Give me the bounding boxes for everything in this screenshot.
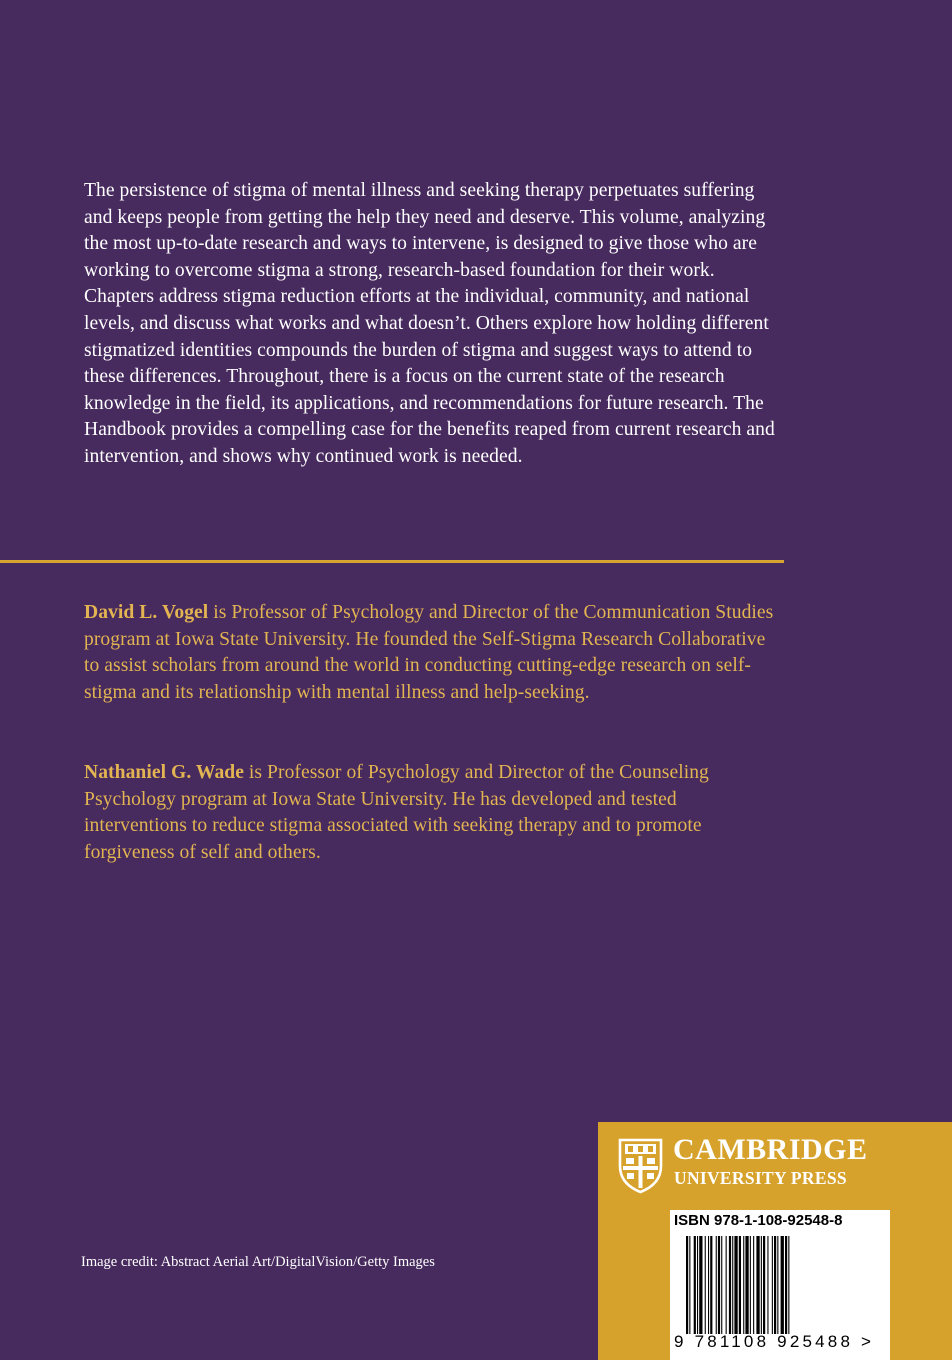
barcode-bar	[772, 1236, 773, 1334]
author-bio-wade	[84, 760, 784, 866]
barcode-bar	[774, 1236, 776, 1334]
barcode-bar	[781, 1236, 784, 1334]
barcode-bar	[743, 1236, 744, 1334]
barcode-bar	[753, 1236, 754, 1334]
barcode-bar	[732, 1236, 733, 1334]
isbn-barcode	[670, 1210, 890, 1360]
barcode-bar	[756, 1236, 759, 1334]
image-credit: Image credit: Abstract Aerial Art/DigitalVision/Getty Images	[81, 1254, 435, 1270]
barcode-bar	[788, 1236, 789, 1334]
barcode-bar	[705, 1236, 706, 1334]
isbn-label: ISBN 978-1-108-92548-8	[674, 1212, 843, 1229]
cambridge-crest-icon	[617, 1136, 664, 1194]
author-name: David L. Vogel	[84, 602, 209, 623]
book-description: The persistence of stigma of mental illness and seeking therapy perpetuates suffering and keeps people from getting the help they need and deserve. This volume, analyzing the most up-to-date research and ways to intervene, is designed to give those who are working to overcome stigma a strong, research-based foundation for their work. Chapters address stigma reduction efforts at the individual, community, and national levels, and discuss what works and what doesn’t. Others explore how holding different stigmatized identities compounds the burden of stigma and suggest ways to attend to these differences. Throughout, there is a focus on the current state of the research knowledge in the field, its applications, and recommendations for future research. The Handbook provides a compelling case for the benefits reaped from current research and intervention, and shows why continued work is needed.	[84, 180, 775, 467]
barcode-bar	[697, 1236, 698, 1334]
barcode-bar	[729, 1236, 731, 1334]
barcode-bar	[708, 1236, 709, 1334]
ean-digits: 9 781108 925488 >	[674, 1332, 875, 1351]
barcode-bar	[718, 1236, 720, 1334]
barcode-bars	[686, 1236, 882, 1334]
barcode-bar	[689, 1236, 690, 1334]
barcode-bar	[761, 1236, 762, 1334]
barcode-bar	[739, 1236, 741, 1334]
barcode-bar	[734, 1236, 737, 1334]
author-bio-vogel	[84, 600, 784, 706]
barcode-bar	[767, 1236, 768, 1334]
barcode-bar	[763, 1236, 765, 1334]
publisher-name: CAMBRIDGE	[673, 1133, 868, 1166]
author-bio-text: is Professor of Psychology and Director of the Communication Studies program at Iowa State University. He founded the Self-Stigma Research Collaborative to assist scholars from around the world in conducting cutting-edge research on self-stigma and its relationship with mental illness and help-seeking.	[84, 602, 774, 703]
barcode-bar	[745, 1236, 748, 1334]
barcode-bar	[750, 1236, 751, 1334]
barcode-bar	[699, 1236, 702, 1334]
publisher-panel	[598, 1122, 952, 1360]
barcode-bar	[721, 1236, 722, 1334]
publisher-subname: UNIVERSITY PRESS	[674, 1168, 847, 1188]
barcode-bar	[694, 1236, 696, 1334]
author-name: Nathaniel G. Wade	[84, 762, 244, 783]
barcode-bar	[777, 1236, 778, 1334]
barcode-bar	[710, 1236, 712, 1334]
author-bio-text: is Professor of Psychology and Director of the Counseling Psychology program at Iowa State University. He has developed and tested interventions to reduce stigma associated with seeking therapy and to promote forgiveness of self and others.	[84, 762, 709, 863]
barcode-bar	[716, 1236, 717, 1334]
divider-rule	[0, 560, 784, 563]
barcode-bar	[726, 1236, 727, 1334]
barcode-bar	[686, 1236, 688, 1334]
barcode-bar	[785, 1236, 787, 1334]
